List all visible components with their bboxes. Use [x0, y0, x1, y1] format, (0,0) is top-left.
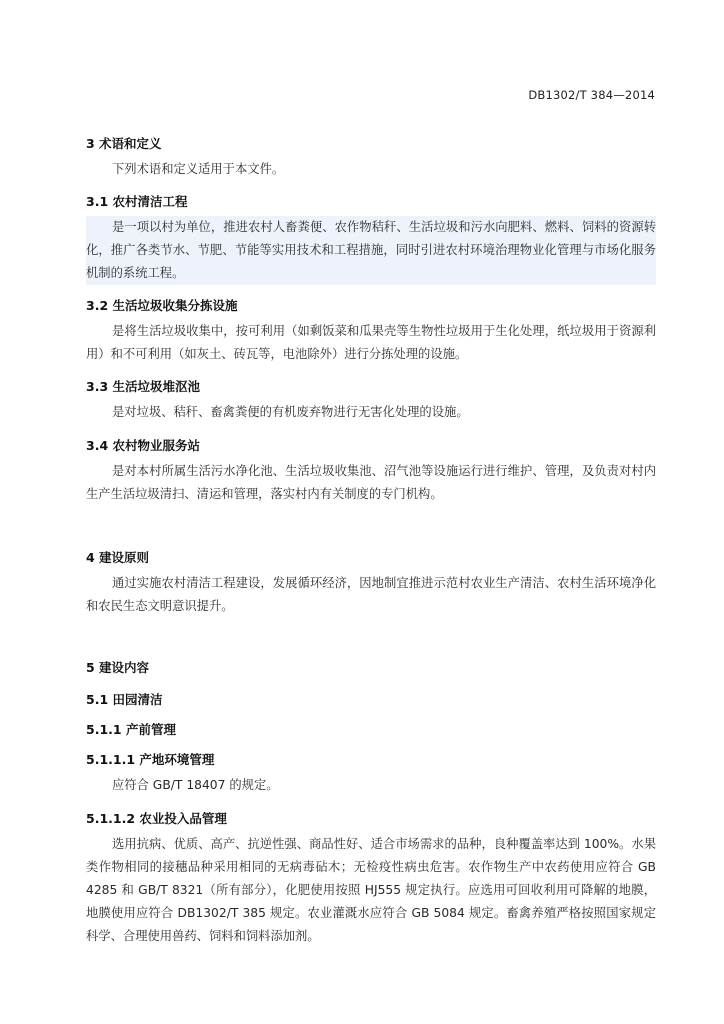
section-5-1-1-1-body: 应符合 GB/T 18407 的规定。	[112, 778, 279, 792]
section-5-title: 5 建设内容	[86, 660, 150, 675]
section-4-title: 4 建设原则	[86, 550, 150, 565]
section-3-4-body: 是对本村所属生活污水净化池、生活垃圾收集池、沼气池等设施运行进行维护、管理，及负责对村内生产生活垃圾清扫、清运和管理，落实村内有关制度的专门机构。	[86, 464, 656, 501]
section-5-1-1-2-title: 5.1.1.2 农业投入品管理	[86, 811, 227, 826]
section-3-4-title: 3.4 农村物业服务站	[86, 438, 200, 453]
section-3-1-body: 是一项以村为单位，推进农村人畜粪便、农作物秸秆、生活垃圾和污水向肥料、燃料、饲料的资源转化，推广各类节水、节肥、节能等实用技术和工程措施，同时引进农村环境治理物业化管理与市场化服务机制的系统工程。	[86, 216, 656, 285]
section-3-title: 3 术语和定义	[86, 136, 162, 151]
section-4-body: 通过实施农村清洁工程建设，发展循环经济，因地制宜推进示范村农业生产清洁、农村生活环境净化和农民生态文明意识提升。	[86, 576, 656, 613]
section-3-3-title: 3.3 生活垃圾堆沤池	[86, 379, 200, 394]
section-3-3-body: 是对垃圾、秸秆、畜禽粪便的有机废弃物进行无害化处理的设施。	[112, 405, 469, 419]
section-3-2-body: 是将生活垃圾收集中，按可利用（如剩饭菜和瓜果壳等生物性垃圾用于生化处理，纸垃圾用于资源利用）和不可利用（如灰土、砖瓦等，电池除外）进行分拣处理的设施。	[86, 324, 656, 361]
section-5-1-title: 5.1 田园清洁	[86, 692, 163, 707]
section-5-1-1-2-body: 选用抗病、优质、高产、抗逆性强、商品性好、适合市场需求的品种，良种覆盖率达到 100%。水果类作物相同的接穗品种采用相同的无病毒砧木；无检疫性病虫危害。农作物生产中农药使用应符合 GB 4285 和 GB/T 8321（所有部分），化肥使用按照 HJ555 规定执行。应选用可回收利用可降解的地膜，地膜使用应符合 DB1302/T 385 规定。农业灌溉水应符合 GB 5084 规定。畜禽养殖严格按照国家规定科学、合理使用兽药、饲料和饲料添加剂。	[86, 837, 656, 943]
section-5-1-1-title: 5.1.1 产前管理	[86, 722, 176, 737]
section-3-intro: 下列术语和定义适用于本文件。	[112, 162, 285, 176]
section-3-1-title: 3.1 农村清洁工程	[86, 194, 188, 209]
section-5-1-1-1-title: 5.1.1.1 产地环境管理	[86, 752, 215, 767]
document-id: DB1302/T 384—2014	[528, 88, 655, 102]
section-3-2-title: 3.2 生活垃圾收集分拣设施	[86, 298, 238, 313]
